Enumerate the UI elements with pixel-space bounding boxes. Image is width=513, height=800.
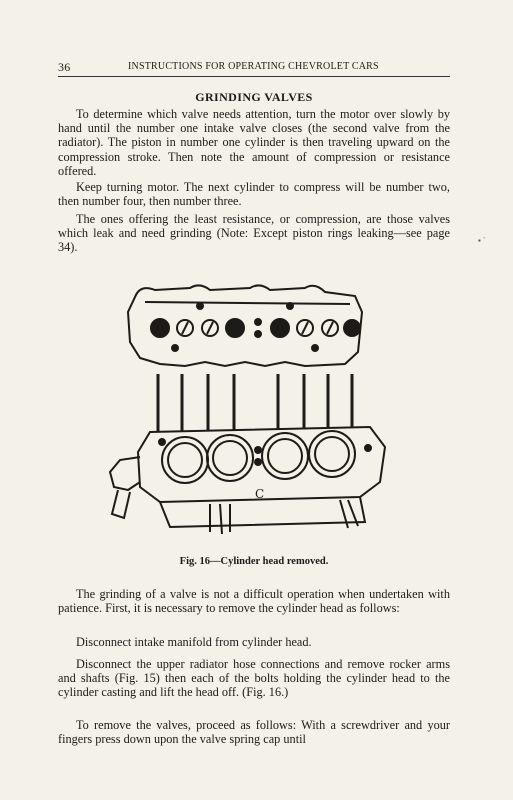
- svg-text:C: C: [255, 487, 265, 501]
- running-title: INSTRUCTIONS FOR OPERATING CHEVROLET CARS: [128, 61, 379, 72]
- paragraph: To remove the valves, proceed as follows: With a screwdriver and your fingers press down upon the valve spring cap until: [58, 718, 450, 747]
- cylinder-head-illustration: [100, 282, 400, 544]
- paragraph: Keep turning motor. The next cylinder to compress will be number two, then number four, then number three.: [58, 180, 450, 209]
- paragraph: Disconnect the upper radiator hose connections and remove rocker arms and shafts (Fig. 15) then each of the bolts holding the cylinder head to the cylinder casting and lift the head off. (Fig. 16.): [58, 657, 450, 700]
- running-header: [58, 58, 450, 77]
- paragraph: Disconnect intake manifold from cylinder head.: [76, 635, 312, 649]
- paragraph: To determine which valve needs attention, turn the motor over slowly by hand until the number one intake valve closes (the second valve from the radiator). The piston in number one cylinder is then traveling upward on the compression stroke. Then note the amount of compression or resistance offered.: [58, 107, 450, 178]
- section-title: GRINDING VALVES: [195, 90, 313, 104]
- figure-caption: Fig. 16—Cylinder head removed.: [179, 556, 329, 567]
- page-number: 36: [58, 60, 71, 74]
- ink-speck: ▪ ˋ: [478, 236, 486, 245]
- paragraph: The grinding of a valve is not a difficult operation when undertaken with patience. First, it is necessary to remove the cylinder head as follows:: [58, 587, 450, 616]
- paragraph: The ones offering the least resistance, or compression, are those valves which leak and need grinding (Note: Except piston rings leaking—see page 34).: [58, 212, 450, 255]
